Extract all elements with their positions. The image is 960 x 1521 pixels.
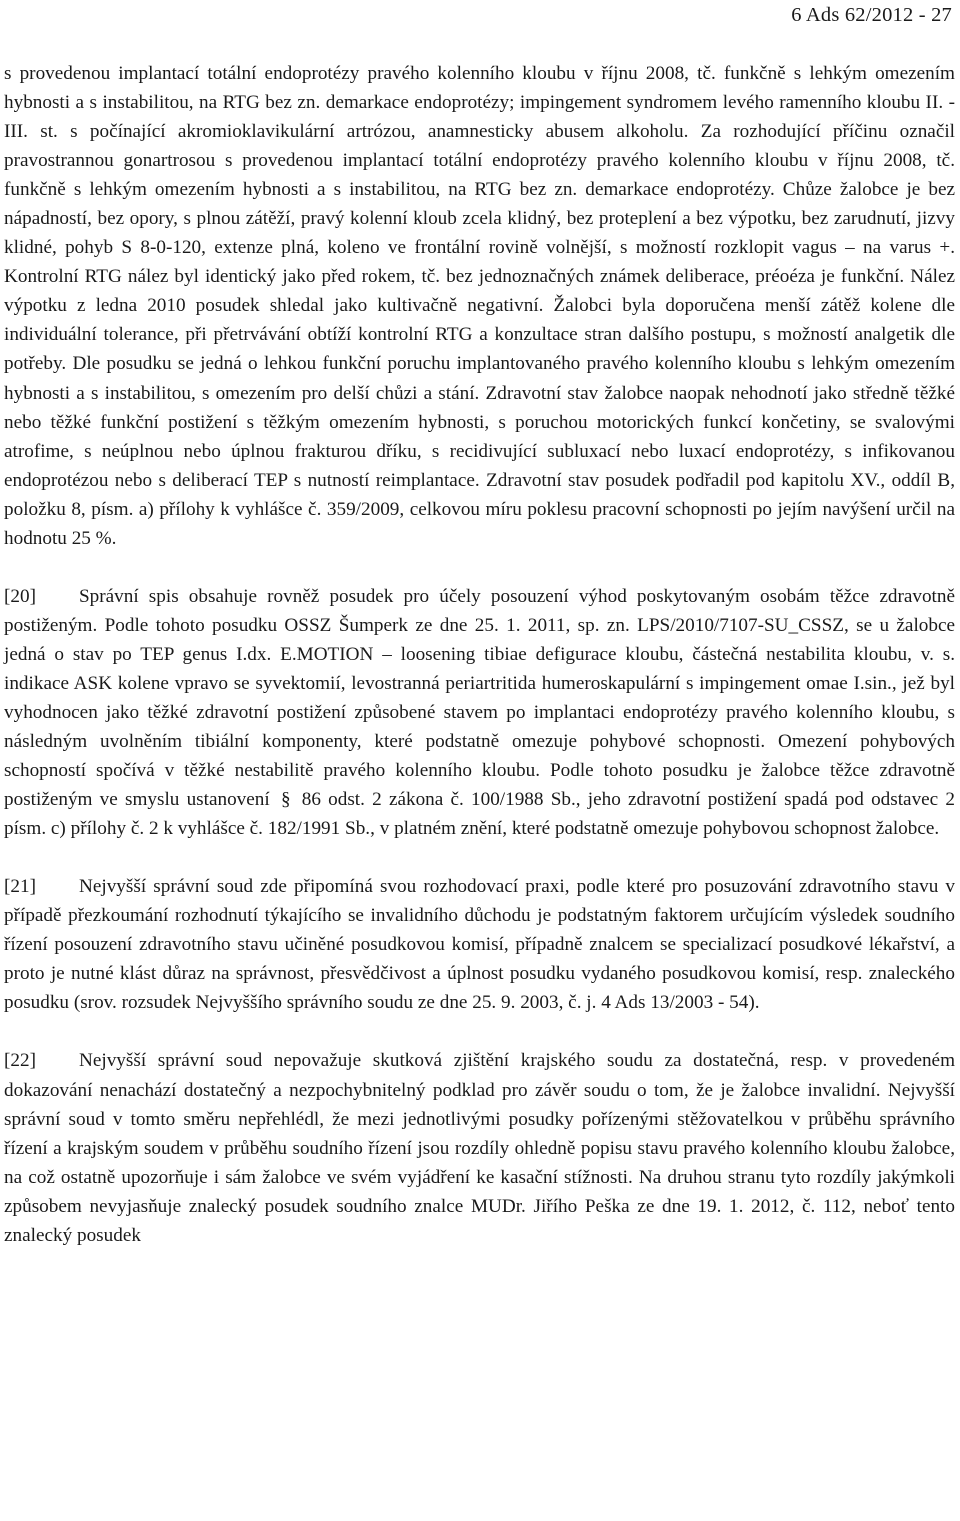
section-sign: § <box>280 789 291 811</box>
case-reference: 6 Ads 62/2012 - 27 <box>791 4 952 26</box>
paragraph-text-continued: 86 odst. 2 zákona č. 100/1988 Sb., jeho zdravotní postižení spadá pod odstavec 2 písm. c) přílohy č. 2 k vyhlášce č. 182/1991 Sb., v platném znění, které podstatně omezuje pohybovou schopnost žalobce. <box>4 789 956 840</box>
paragraph-22 <box>4 1046 955 1249</box>
paragraph-text: Nejvyšší správní soud nepovažuje skutková zjištění krajského soudu za dostatečná, resp. v provedeném dokazování nenachází dostatečný a nezpochybnitelný podklad pro závěr soudu o tom, že je žalobce invalidní. Nejvyšší správní soud v tomto směru nepřehlédl, že mezi jednotlivými posudky pořízenými stěžovatelkou v průběhu správního řízení a krajským soudem v průběhu soudního řízení jsou rozdíly ohledně popisu stavu pravého kolenního kloubu žalobce, na což ostatně upozorňuje i sám žalobce ve svém vyjádření ke kasační stížnosti. Na druhou stranu tyto rozdíly jakýmkoli způsobem nevyjasňuje znalecký posudek soudního znalce MUDr. Jiřího Peška ze dne 19. 1. 2012, č. 112, neboť tento znalecký posudek <box>4 1050 955 1246</box>
paragraph-number: [21] <box>4 876 36 898</box>
paragraph-text: Správní spis obsahuje rovněž posudek pro účely posouzení výhod poskytovaným osobám těžce zdravotně postiženým. Podle tohoto posudku OSSZ Šumperk ze dne 25. 1. 2011, sp. zn. LPS/2010/7107-SU_CSSZ, se u žalobce jedná o stav po TEP genus I.dx. E.MOTION – loosening tibiae defigurace kloubu, částečná nestabilita kloubu, v. s. indikace ASK kolene vpravo se syvektomií, levostranná periartritida humeroskapulární s impingement omae I.sin., jež byl vyhodnocen jako těžké zdravotní postižení způsobené stavem po implantaci endoprotézy pravého kolenního kloubu, s následným uvolněním tibiální komponenty, které podstatně omezuje pohybové schopnosti. Omezení pohybových schopností spočívá v těžké nestabilitě pravého kolenního kloubu. Podle tohoto posudku je žalobce těžce zdravotně postiženým ve smyslu ustanovení <box>4 585 955 811</box>
document-body <box>4 59 955 1250</box>
paragraph-20 <box>4 582 955 843</box>
paragraph-number: [22] <box>4 1050 36 1072</box>
continuation-paragraph: s provedenou implantací totální endoprotézy pravého kolenního kloubu v říjnu 2008, tč. funkčně s lehkým omezením hybnosti a s instabilitou, na RTG bez zn. demarkace endoprotézy; impingement syndromem levého ramenního kloubu II. - III. st. s počínající akromioklavikulární artrózou, anamnesticky abusem alkoholu. Za rozhodující příčinu označil pravostrannou gonartrosou s provedenou implantací totální endoprotézy pravého kolenního kloubu v říjnu 2008, tč. funkčně s lehkým omezením hybnosti a s instabilitou, na RTG bez zn. demarkace endoprotézy. Chůze žalobce je bez nápadností, bez opory, s plnou zátěží, pravý kolenní kloub zcela klidný, bez proteplení a bez výpotku, bez zarudnutí, jizvy klidné, pohyb S 8-0-120, extenze plná, koleno ve frontální rovině volnější, s možností rozklopit vagus – na varus +. Kontrolní RTG nález byl identický jako před rokem, tč. bez jednoznačných známek deliberace, préoéza je funkční. Nález výpotku z ledna 2010 posudek shledal jako kultivačně negativní. Žalobci byla doporučena menší zátěž kolene dle individuální tolerance, při přetrvávání obtíží kontrolní RTG a konzultace stran dalšího postupu, s možností analgetik dle potřeby. Dle posudku se jedná o lehkou funkční poruchu implantovaného pravého kolenního kloubu s lehkým omezením hybnosti a s instabilitou, s omezením pro delší chůzi a stání. Zdravotní stav žalobce naopak nehodnotí jako středně těžké nebo těžké funkční postižení s těžkým omezením hybnosti, s poruchou motorických funkcí končetiny, se svalovými atrofime, s neúplnou nebo úplnou frakturou dříku, s recidivující subluxací nebo luxací endoprotézy, s infikovanou endoprotézou nebo s deliberací TEP s nutností reimplantace. Zdravotní stav posudek podřadil pod kapitolu XV., oddíl B, položku 8, písm. a) přílohy k vyhlášce č. 359/2009, celkovou míru poklesu pracovní schopnosti po jejím navýšení určil na hodnotu 25 %. <box>4 63 955 549</box>
paragraph-text: Nejvyšší správní soud zde připomíná svou rozhodovací praxi, podle které pro posuzování zdravotního stavu v případě přezkoumání rozhodnutí týkajícího se invalidního důchodu je podstatným faktorem určujícím výsledek soudního řízení posouzení zdravotního stavu učiněné posudkovou komisí, případně znalcem se specializací posudkové lékařství, a proto je nutné klást důraz na správnost, přesvědčivost a úplnost posudku vydaného posudkovou komisí, resp. znaleckého posudku (srov. rozsudek Nejvyššího správního soudu ze dne 25. 9. 2003, č. j. 4 Ads 13/2003 - 54). <box>4 876 955 1014</box>
paragraph-number: [20] <box>4 585 36 607</box>
paragraph-21 <box>4 872 955 1017</box>
